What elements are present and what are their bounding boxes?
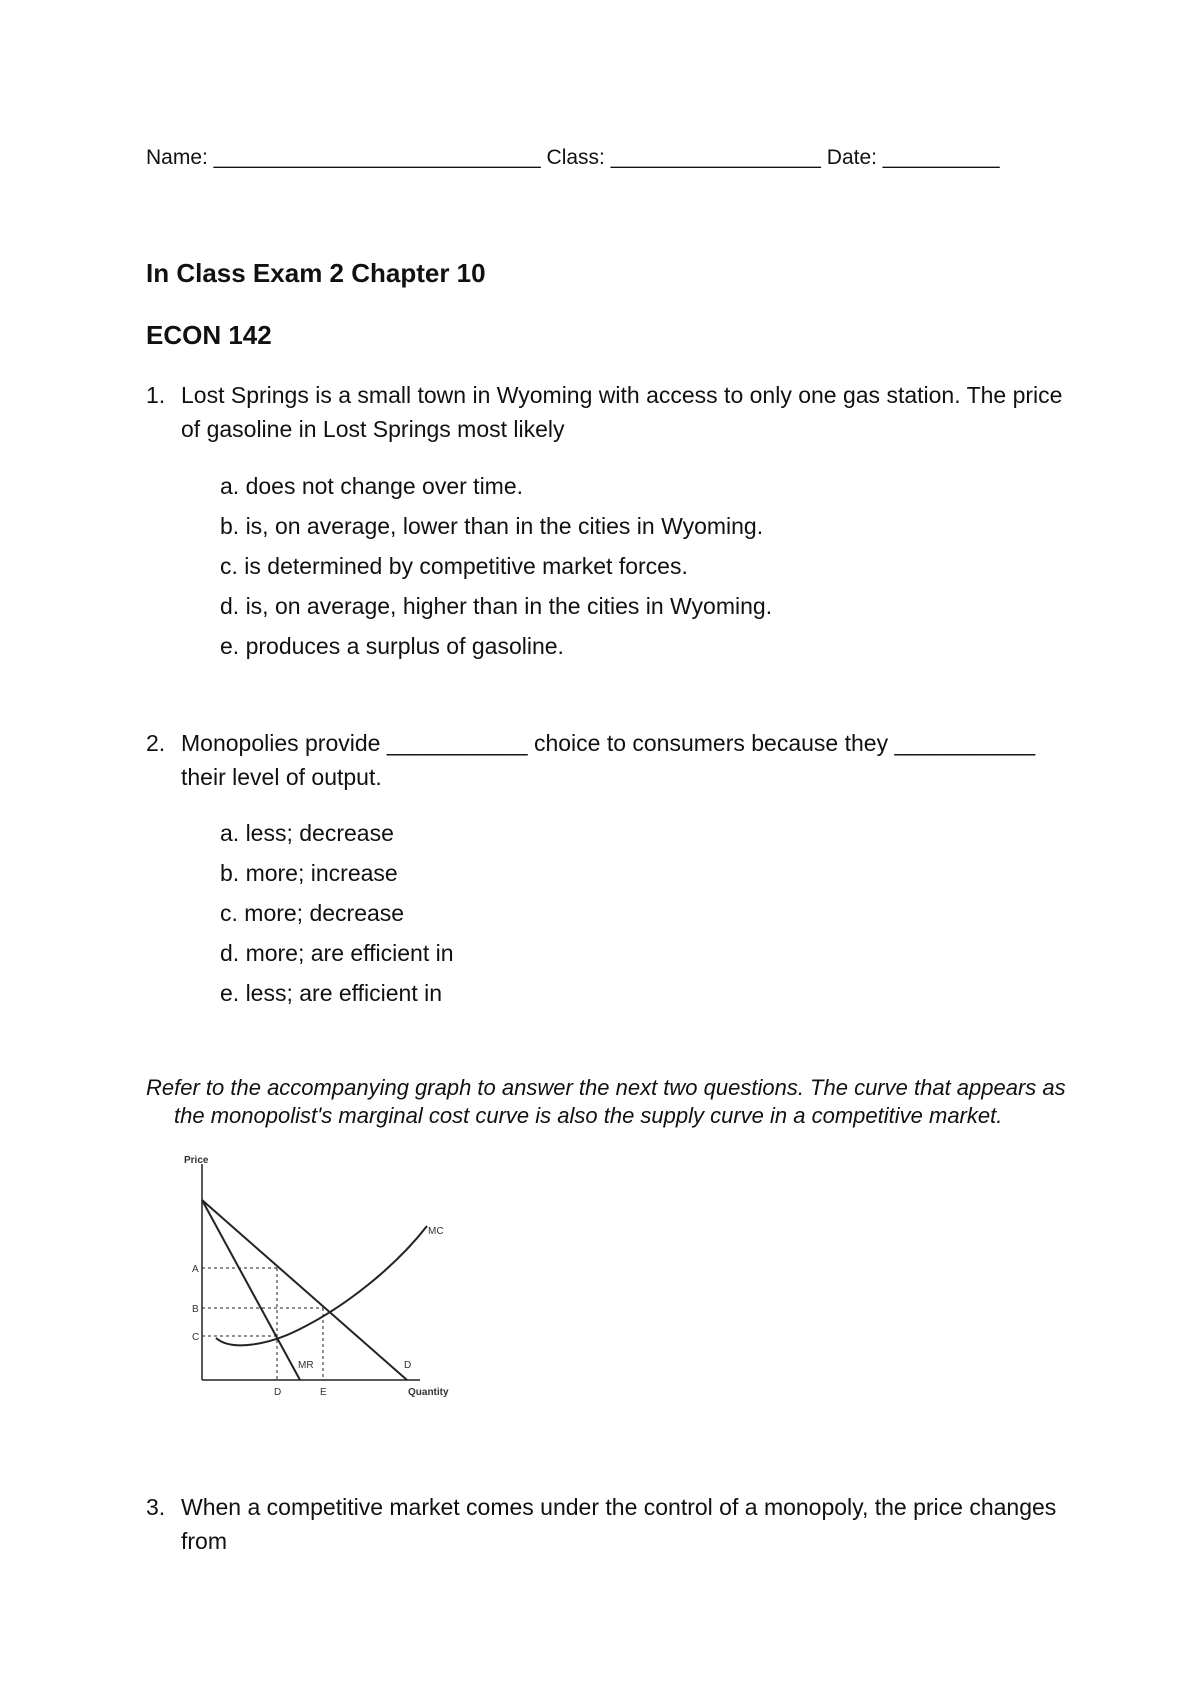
option-e: e. less; are efficient in — [220, 980, 443, 1006]
graph-instructions: Refer to the accompanying graph to answer the next two questions. The curve that appears as the monopolist's marginal cost curve is also the supply curve in a competitive market. — [146, 1075, 1066, 1128]
exam-title: In Class Exam 2 Chapter 10 — [146, 258, 486, 288]
price-label-a: A — [192, 1264, 199, 1275]
question-number: 3. — [146, 1494, 166, 1520]
question-2 — [146, 726, 1076, 794]
option-a: a. does not change over time. — [220, 473, 524, 499]
marginal-revenue-curve — [202, 1200, 300, 1380]
option-b: b. is, on average, lower than in the cities in Wyoming. — [220, 513, 764, 539]
question-number: 1. — [146, 382, 166, 408]
question-1 — [146, 378, 1076, 446]
option-c: c. more; decrease — [220, 900, 405, 926]
quantity-label-e: E — [320, 1387, 327, 1398]
quantity-label-d: D — [274, 1387, 282, 1398]
question-3 — [146, 1490, 1076, 1558]
option-c: c. is determined by competitive market forces. — [220, 553, 688, 579]
question-text: When a competitive market comes under the control of a monopoly, the price changes from — [181, 1494, 1057, 1554]
question-text: Lost Springs is a small town in Wyoming with access to only one gas station. The price of gasoline in Lost Springs most likely — [181, 382, 1063, 442]
course-title: ECON 142 — [146, 320, 272, 350]
monopoly-graph — [170, 1152, 470, 1402]
option-a: a. less; decrease — [220, 820, 394, 846]
demand-curve-label: D — [404, 1360, 412, 1371]
option-b: b. more; increase — [220, 860, 398, 886]
option-d: d. is, on average, higher than in the cities in Wyoming. — [220, 593, 773, 619]
x-axis-label: Quantity — [408, 1387, 449, 1398]
question-number: 2. — [146, 730, 166, 756]
option-d: d. more; are efficient in — [220, 940, 454, 966]
name-class-date-line: Name: ____________________________ Class: __________________ Date: __________ — [146, 146, 1000, 169]
price-label-b: B — [192, 1304, 199, 1315]
demand-curve — [202, 1200, 407, 1380]
question-2-options — [220, 813, 454, 1013]
y-axis-label: Price — [184, 1155, 209, 1166]
question-1-options — [220, 466, 772, 666]
question-text: Monopolies provide ___________ choice to consumers because they ___________ their level of output. — [181, 730, 1036, 790]
mr-curve-label: MR — [298, 1360, 314, 1371]
price-label-c: C — [192, 1332, 200, 1343]
mc-curve-label: MC — [428, 1226, 444, 1237]
option-e: e. produces a surplus of gasoline. — [220, 633, 564, 659]
